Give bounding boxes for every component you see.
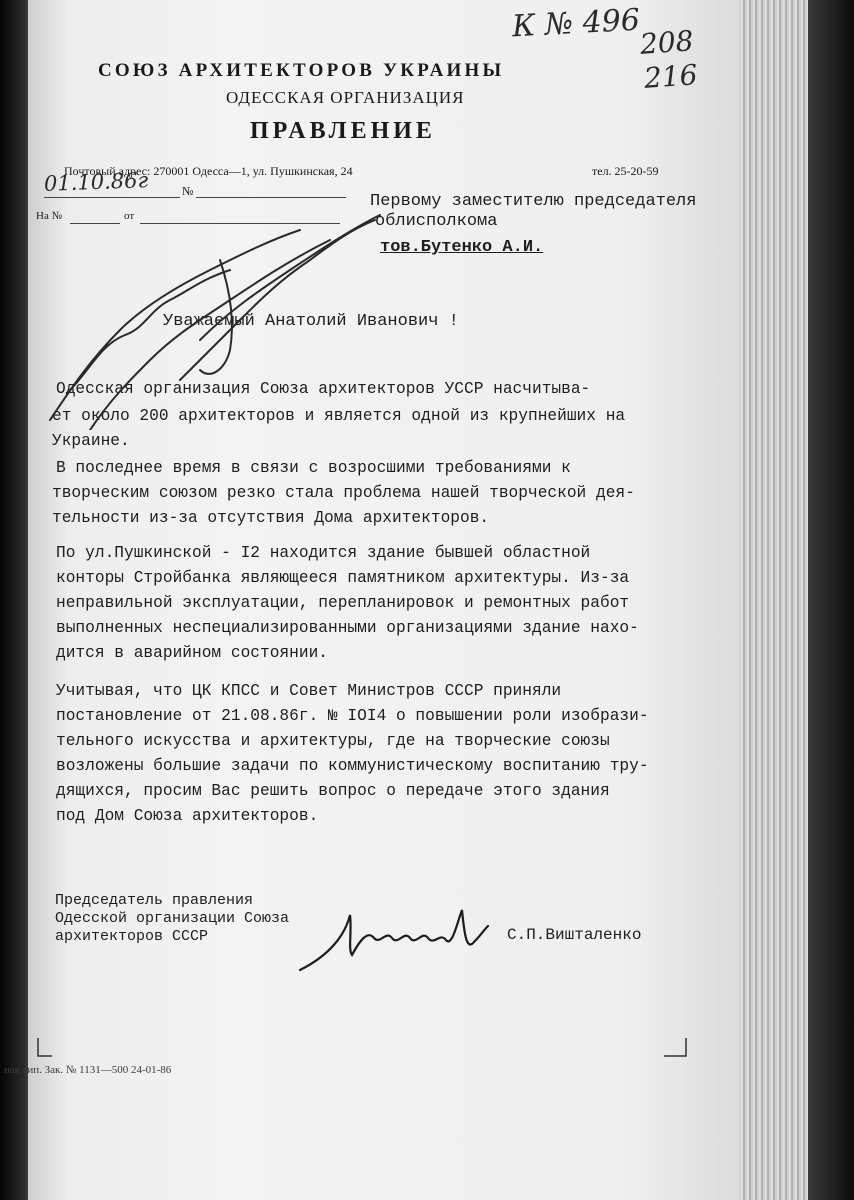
- addressee-line-3: тов.Бутенко А.И.: [380, 238, 544, 257]
- body-line: тельности из-за отсутствия Дома архитекторов.: [52, 509, 490, 527]
- letterhead-organization: ОДЕССКАЯ ОРГАНИЗАЦИЯ: [226, 88, 465, 107]
- body-line: тельного искусства и архитектуры, где на творческие союзы: [56, 732, 610, 750]
- handwritten-resolution-scribble: [30, 130, 410, 430]
- letterhead-board: ПРАВЛЕНИЕ: [250, 118, 436, 144]
- body-line: неправильной эксплуатации, перепланировок и ремонтных работ: [56, 594, 630, 612]
- handwritten-date: 01.10.86г: [43, 168, 149, 196]
- body-line: под Дом Союза архитекторов.: [56, 807, 319, 825]
- corner-mark-right: [662, 1036, 692, 1060]
- body-line: Одесская организация Союза архитекторов УССР насчитыва-: [56, 380, 591, 398]
- letterhead-address: Почтовый адрес: 270001 Одесса—1, ул. Пушкинская, 24: [64, 164, 353, 178]
- body-line: Учитывая, что ЦК КПСС и Совет Министров СССР приняли: [56, 682, 562, 700]
- body-line: Украине.: [52, 432, 130, 450]
- letterhead-phone: тел. 25-20-59: [592, 164, 659, 178]
- outgoing-number-label: №: [182, 184, 194, 198]
- reference-number-label: На №: [36, 210, 63, 222]
- scan-right-edge: [808, 0, 854, 1200]
- body-line: возложены большие задачи по коммунистическому воспитанию тру-: [56, 757, 649, 775]
- body-line: ет около 200 архитекторов и является одной из крупнейших на: [52, 407, 626, 425]
- body-line: По ул.Пушкинской - I2 находится здание бывшей областной: [56, 544, 591, 562]
- signatory-name: С.П.Вишталенко: [507, 926, 642, 944]
- handwritten-archive-number: К № 496: [511, 2, 641, 45]
- body-line: В последнее время в связи с возросшими требованиями к: [56, 459, 571, 477]
- greeting: Уважаемый Анатолий Иванович !: [163, 312, 459, 331]
- signatory-title-line-3: архитекторов СССР: [55, 928, 209, 945]
- reference-date-label: от: [124, 210, 135, 222]
- body-line: выполненных неспециализированными организациями здание нахо-: [56, 619, 639, 637]
- signatory-title-line-1: Председатель правления: [55, 892, 254, 909]
- body-line: творческим союзом резко стала проблема нашей творческой дея-: [52, 484, 635, 502]
- addressee-line-2: облисполкома: [375, 212, 498, 231]
- addressee-line-1: Первому заместителю председателя: [370, 192, 697, 211]
- letterhead-union-name: СОЮЗ АРХИТЕКТОРОВ УКРАИНЫ: [98, 60, 505, 81]
- body-line: постановление от 21.08.86г. № IOI4 о повышении роли изобрази-: [56, 707, 649, 725]
- handwritten-page-number: 216: [642, 58, 699, 95]
- body-line: дится в аварийном состоянии.: [56, 644, 328, 662]
- body-line: конторы Стройбанка являющееся памятником архитектуры. Из-за: [56, 569, 630, 587]
- body-line: дящихся, просим Вас решить вопрос о передаче этого здания: [56, 782, 610, 800]
- handwritten-signature: [290, 900, 490, 980]
- corner-mark-left: [34, 1036, 54, 1060]
- handwritten-page-number: 208: [638, 24, 695, 61]
- print-info: ная тип. Зак. № 1131—500 24-01-86: [4, 1064, 172, 1076]
- signatory-title-line-2: Одесской организации Союза: [55, 910, 290, 927]
